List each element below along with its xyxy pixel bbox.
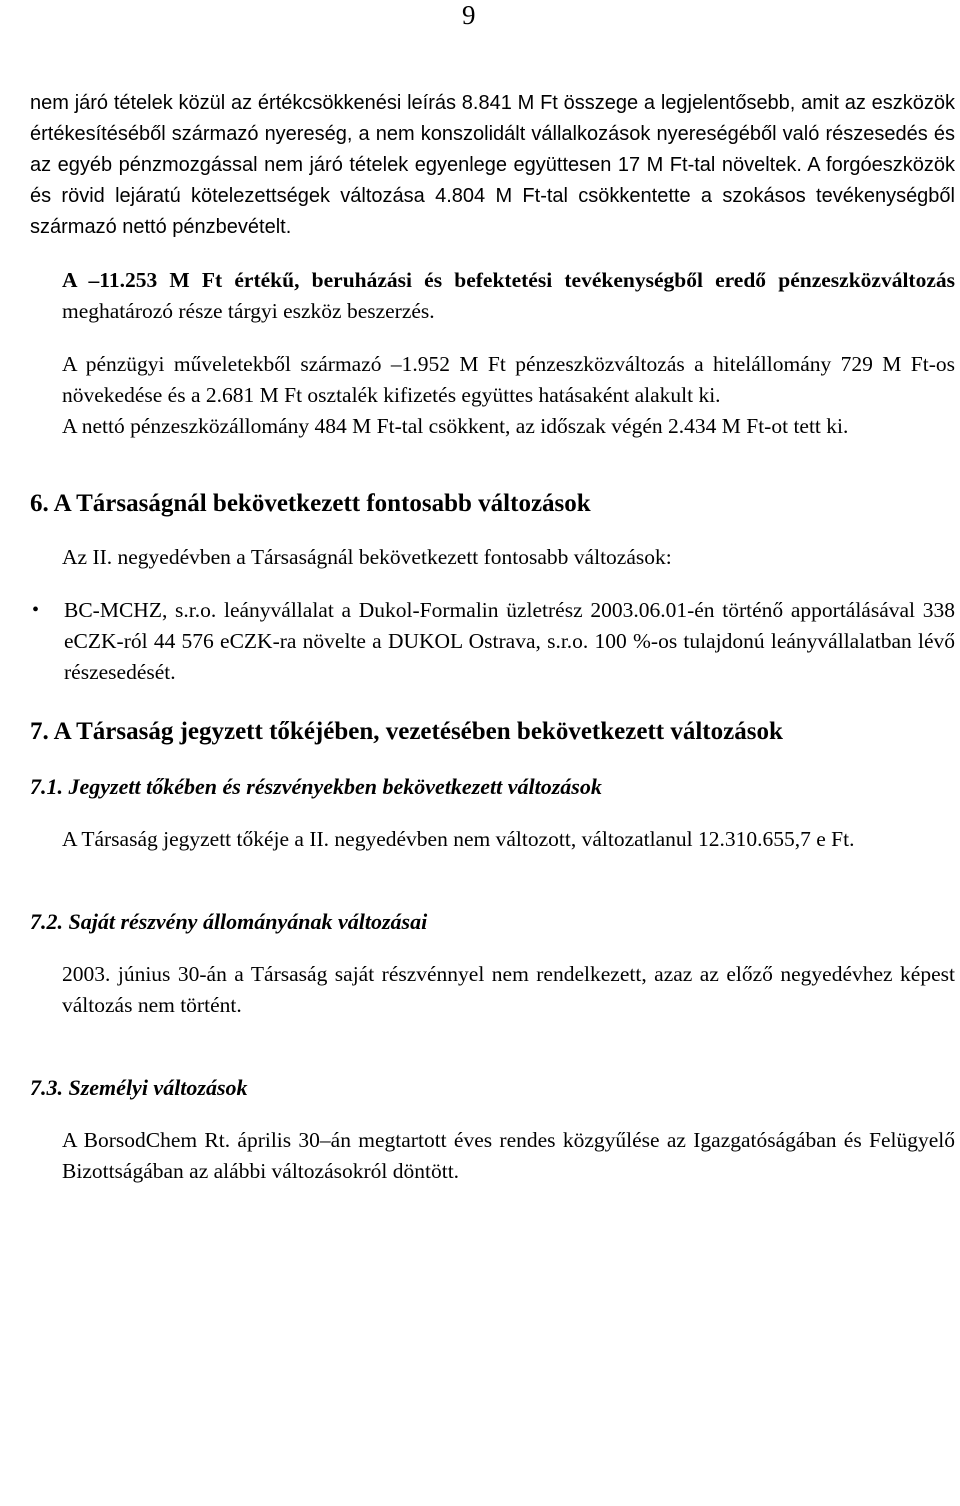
section-6-bullet-item [30, 595, 955, 688]
cashflow-net-paragraph: A nettó pénzeszközállomány 484 M Ft-tal csökkent, az időszak végén 2.434 M Ft-ot tett ki. [62, 414, 849, 438]
section-6-intro: Az II. negyedévben a Társaságnál bekövetkezett fontosabb változások: [62, 545, 672, 569]
section-7-2-heading: 7.2. Saját részvény állományának változásai [30, 909, 428, 934]
section-7-1-text: A Társaság jegyzett tőkéje a II. negyedévben nem változott, változatlanul 12.310.655,7 e Ft. [62, 827, 855, 851]
investing-bold-phrase: A –11.253 M Ft értékű, beruházási és befektetési tevékenységből eredő pénzeszközváltozás [62, 268, 955, 292]
section-7-heading: 7. A Társaság jegyzett tőkéjében, vezetésében bekövetkezett változások [30, 718, 783, 745]
cashflow-investing-paragraph [30, 265, 955, 327]
bullet-item-text: BC-MCHZ, s.r.o. leányvállalat a Dukol-Formalin üzletrész 2003.06.01-én történő apportálásával 338 eCZK-ról 44 576 eCZK-ra növelte a DUKOL Ostrava, s.r.o. 100 %-os tulajdonú leányvállalatban lévő részesedését. [64, 598, 955, 684]
investing-rest: meghatározó része tárgyi eszköz beszerzés. [62, 299, 435, 323]
section-6-heading: 6. A Társaságnál bekövetkezett fontosabb változások [30, 490, 591, 517]
section-7-3-text: A BorsodChem Rt. április 30–án megtartott éves rendes közgyűlése az Igazgatóságában és Felügyelő Bizottságában az alábbi változásokról döntött. [62, 1128, 955, 1183]
section-7-1-heading: 7.1. Jegyzett tőkében és részvényekben bekövetkezett változások [30, 774, 602, 799]
section-7-3-heading: 7.3. Személyi változások [30, 1075, 248, 1100]
section-7-2-text: 2003. június 30-án a Társaság saját részvénnyel nem rendelkezett, azaz az előző negyedévhez képest változás nem történt. [62, 962, 955, 1017]
cashflow-financing-paragraph: A pénzügyi műveletekből származó –1.952 M Ft pénzeszközváltozás a hitelállomány 729 M Ft-os növekedése és a 2.681 M Ft osztalék kifizetés együttes hatásaként alakult ki. [62, 352, 955, 407]
bullet-icon: • [32, 599, 40, 621]
cashflow-operating-paragraph: nem járó tételek közül az értékcsökkenési leírás 8.841 M Ft összege a legjelentősebb, amit az eszközök értékesítéséből származó nyereség, a nem konszolidált vállalkozások nyereségéből való részesedés és az egyéb pénzmozgással nem járó tételek egyenlege együttesen 17 M Ft-tal növeltek. A forgóeszközök és rövid lejáratú kötelezettségek változása 4.804 M Ft-tal csökkentette a szokásos tevékenységből származó nettó pénzbevételt. [30, 92, 955, 238]
document-body [30, 88, 955, 1187]
page-number: 9 [462, 0, 476, 30]
